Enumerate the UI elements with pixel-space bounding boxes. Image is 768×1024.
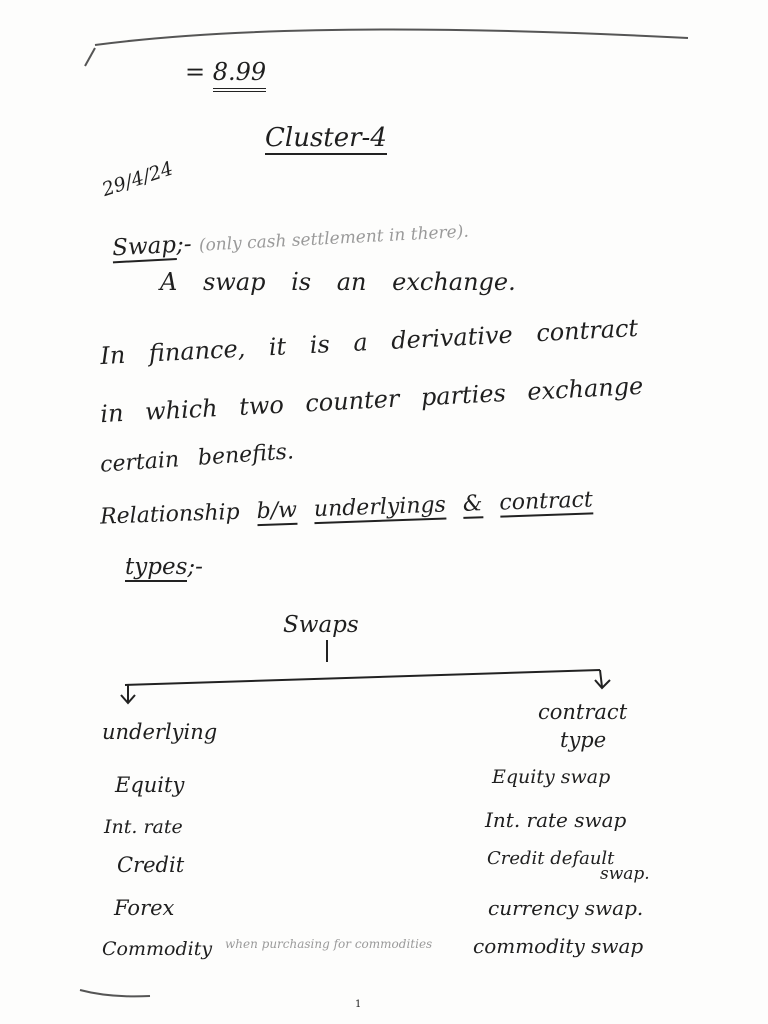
page-number: 1	[355, 999, 362, 1010]
right-item-int-rate-swap: Int. rate swap	[485, 808, 627, 832]
definition-line-4: certain benefits.	[99, 439, 295, 478]
left-item-equity: Equity	[115, 773, 185, 797]
definition-line-3: in which two counter parties exchange	[99, 371, 644, 429]
date: 29/4/24	[99, 157, 176, 202]
result-value: 8.99	[213, 58, 266, 92]
right-item-currency-swap: currency swap.	[488, 896, 644, 920]
left-header: underlying	[102, 720, 218, 744]
tree-branch-line	[125, 670, 600, 685]
title-text: Cluster-4	[265, 123, 387, 153]
left-arrow-icon	[121, 685, 135, 703]
definition-line-1: A swap is an exchange.	[160, 268, 516, 296]
faint-note: when purchasing for commodities	[225, 937, 433, 951]
ampersand: &	[462, 491, 483, 517]
right-item-credit-default: Credit default	[487, 848, 615, 869]
equals-sign: =	[185, 58, 206, 86]
right-item-commodity-swap: commodity swap	[473, 934, 644, 958]
swap-suffix: ;-	[175, 231, 193, 258]
bw-word: b/w	[256, 497, 298, 525]
left-item-int-rate: Int. rate	[104, 816, 183, 838]
right-item-equity-swap: Equity swap	[492, 766, 611, 788]
right-arrow-icon	[595, 670, 610, 688]
tree-root-label: Swaps	[283, 612, 359, 638]
types-suffix: ;-	[187, 554, 203, 580]
definition-line-2: In finance, it is a derivative contract	[99, 313, 639, 371]
underlyings-word: underlyings	[313, 492, 447, 523]
contract-word: contract	[498, 487, 594, 516]
cash-settlement-note: (only cash settlement in there).	[198, 221, 470, 256]
left-item-forex: Forex	[114, 896, 175, 920]
types-word: types	[125, 554, 188, 580]
right-item-credit-default-swap-word: swap.	[600, 864, 650, 884]
left-item-credit: Credit	[117, 853, 185, 877]
relationship-word: Relationship	[99, 499, 241, 530]
right-header-line-2: type	[560, 728, 607, 752]
left-item-commodity: Commodity	[102, 938, 213, 960]
swap-label: Swap	[111, 232, 177, 262]
right-header-line-1: contract	[538, 700, 628, 724]
